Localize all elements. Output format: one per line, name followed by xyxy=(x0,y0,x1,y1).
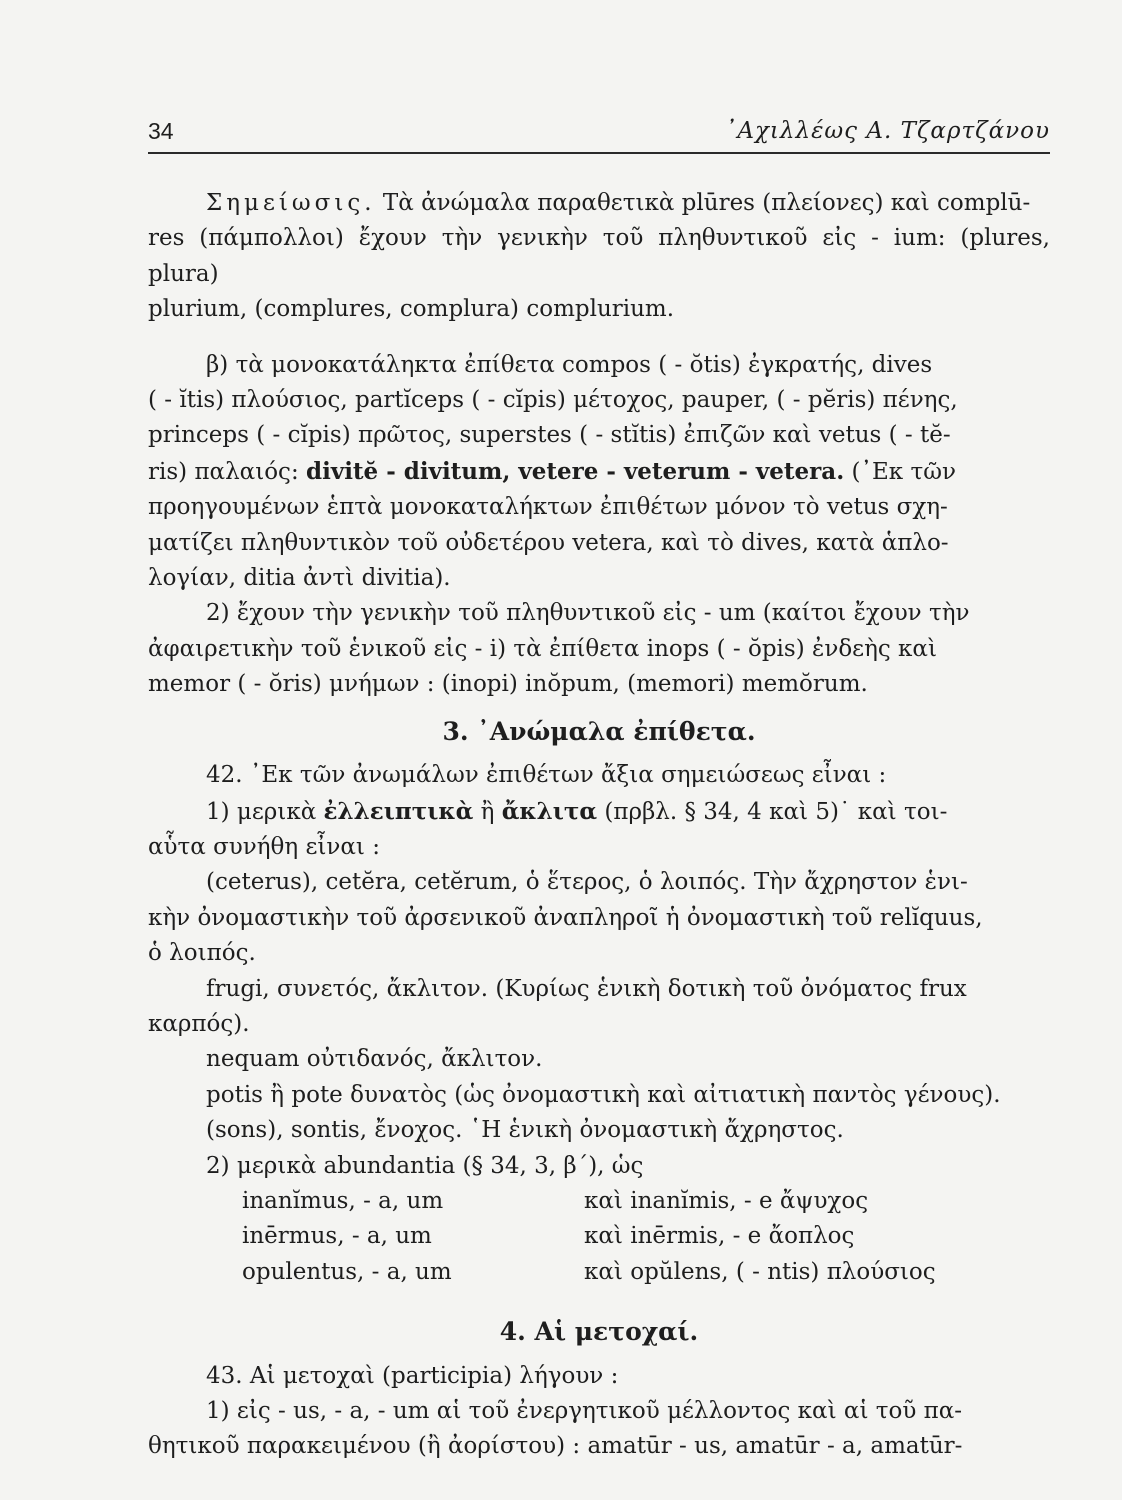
beta-line: λογίαν, ditia ἀντὶ divitia). xyxy=(148,565,451,592)
beta-emphasis: divitĕ - divitum, vetere - veterum - vetera. xyxy=(306,457,845,485)
beta-line: β) τὰ μονοκατάληκτα ἐπίθετα compos ( - ŏtis) ἐγκρατής, dives xyxy=(206,351,933,378)
table-cell: opulentus, - a, um xyxy=(242,1258,452,1285)
table-cell: καὶ inanĭmis, - e ἄψυχος xyxy=(584,1187,869,1214)
p42-line: ὁ λοιπός. xyxy=(148,940,256,967)
running-title: ᾿Αχιλλέως Α. Τζαρτζάνου xyxy=(724,118,1050,144)
beta-line: προηγουμένων ἑπτὰ μονοκαταλήκτων ἐπιθέτων μόνον τὸ vetus σχη- xyxy=(148,494,948,521)
two-line: memor ( - ŏris) μνήμων : (inopi) inŏpum, (memori) memŏrum. xyxy=(148,671,868,698)
ellipta-term: ἐλλειπτικὰ xyxy=(323,797,474,825)
section-heading-3: 3. ᾿Ανώμαλα ἐπίθετα. xyxy=(442,716,756,746)
two-line: 2) ἔχουν τὴν γενικὴν τοῦ πληθυντικοῦ εἰς - um (καίτοι ἔχουν τὴν xyxy=(206,600,970,627)
note-line: plurium, (complures, complura) complurium. xyxy=(148,296,675,323)
section-heading-4: 4. Αἱ μετοχαί. xyxy=(499,1317,699,1347)
table-cell: καὶ inērmis, - e ἄοπλος xyxy=(584,1223,855,1250)
p42-line: αὗτα συνήθη εἶναι : xyxy=(148,833,380,860)
p42-line: 1) μερικὰ ἐλλειπτικὰ ἢ ἄκλιτα (πρβλ. § 34, 4 καὶ 5)˙ καὶ τοι- xyxy=(206,797,948,825)
p43-line: θητικοῦ παρακειμένου (ἢ ἀορίστου) : amatūr - us, amatūr - a, amatūr- xyxy=(148,1433,963,1460)
p42-line: κὴν ὀνομαστικὴν τοῦ ἀρσενικοῦ ἀναπληροῖ ἡ ὀνομαστικὴ τοῦ relĭquus, xyxy=(148,904,983,931)
beta-line: ris) παλαιός: divitĕ - divitum, vetere - veterum - vetera. (᾿Εκ τῶν xyxy=(148,457,956,485)
paragraph-43-intro: 43. Αἱ μετοχαὶ (participia) λήγουν : xyxy=(206,1362,619,1389)
paragraph-42-intro: 42. ᾿Εκ τῶν ἀνωμάλων ἐπιθέτων ἄξια σημειώσεως εἶναι : xyxy=(206,762,887,789)
page-body xyxy=(148,186,1050,1465)
beta-line: ( - ĭtis) πλούσιος, partĭceps ( - cĭpis) μέτοχος, pauper, ( - pĕris) πένης, xyxy=(148,387,958,414)
aklita-term: ἄκλιτα xyxy=(501,797,598,825)
p42-line: καρπός). xyxy=(148,1010,250,1037)
table-row xyxy=(242,1255,1050,1290)
note-label: Σημείωσις. xyxy=(206,190,376,216)
p42-line: (ceterus), cetĕra, cetĕrum, ὁ ἕτερος, ὁ λοιπός. Τὴν ἄχρηστον ἑνι- xyxy=(206,869,968,896)
table-cell: inērmus, - a, um xyxy=(242,1223,432,1250)
table-row xyxy=(242,1219,1050,1254)
two-line: ἀφαιρετικὴν τοῦ ἑνικοῦ εἰς - i) τὰ ἐπίθετα inops ( - ŏpis) ἐνδεὴς καὶ xyxy=(148,635,937,662)
page-header xyxy=(148,118,1050,154)
abundantia-table xyxy=(242,1184,1050,1290)
note-line: Σημείωσις. Τὰ ἀνώμαλα παραθετικὰ plūres (πλείονες) καὶ complū- xyxy=(206,190,1031,216)
beta-line: ματίζει πληθυντικὸν τοῦ οὐδετέρου vetera, καὶ τὸ dives, κατὰ ἁπλο- xyxy=(148,529,949,556)
table-row xyxy=(242,1184,1050,1219)
beta-line: princeps ( - cĭpis) πρῶτος, superstes ( - stĭtis) ἐπιζῶν καὶ vetus ( - tĕ- xyxy=(148,422,951,449)
table-cell: καὶ opŭlens, ( - ntis) πλούσιος xyxy=(584,1258,936,1285)
p42-line: 2) μερικὰ abundantia (§ 34, 3, β΄), ὡς xyxy=(206,1152,644,1179)
p43-line: 1) εἰς - us, - a, - um αἱ τοῦ ἐνεργητικοῦ μέλλοντος καὶ αἱ τοῦ πα- xyxy=(206,1398,963,1424)
page-number: 34 xyxy=(148,118,174,144)
p42-line: nequam οὐτιδανός, ἄκλιτον. xyxy=(206,1046,543,1073)
table-cell: inanĭmus, - a, um xyxy=(242,1187,444,1214)
p42-line: (sons), sontis, ἔνοχος. ῾Η ἑνικὴ ὀνομαστικὴ ἄχρηστος. xyxy=(206,1117,844,1144)
note-line: res (πάμπολλοι) ἔχουν τὴν γενικὴν τοῦ πληθυντικοῦ εἰς - ium: (plures, plura) xyxy=(148,225,1050,287)
p42-line: potis ἢ pote δυνατὸς (ὡς ὀνομαστικὴ καὶ αἰτιατικὴ παντὸς γένους). xyxy=(206,1081,1001,1108)
p42-line: frugi, συνετός, ἄκλιτον. (Κυρίως ἑνικὴ δοτικὴ τοῦ ὀνόματος frux xyxy=(206,975,967,1002)
